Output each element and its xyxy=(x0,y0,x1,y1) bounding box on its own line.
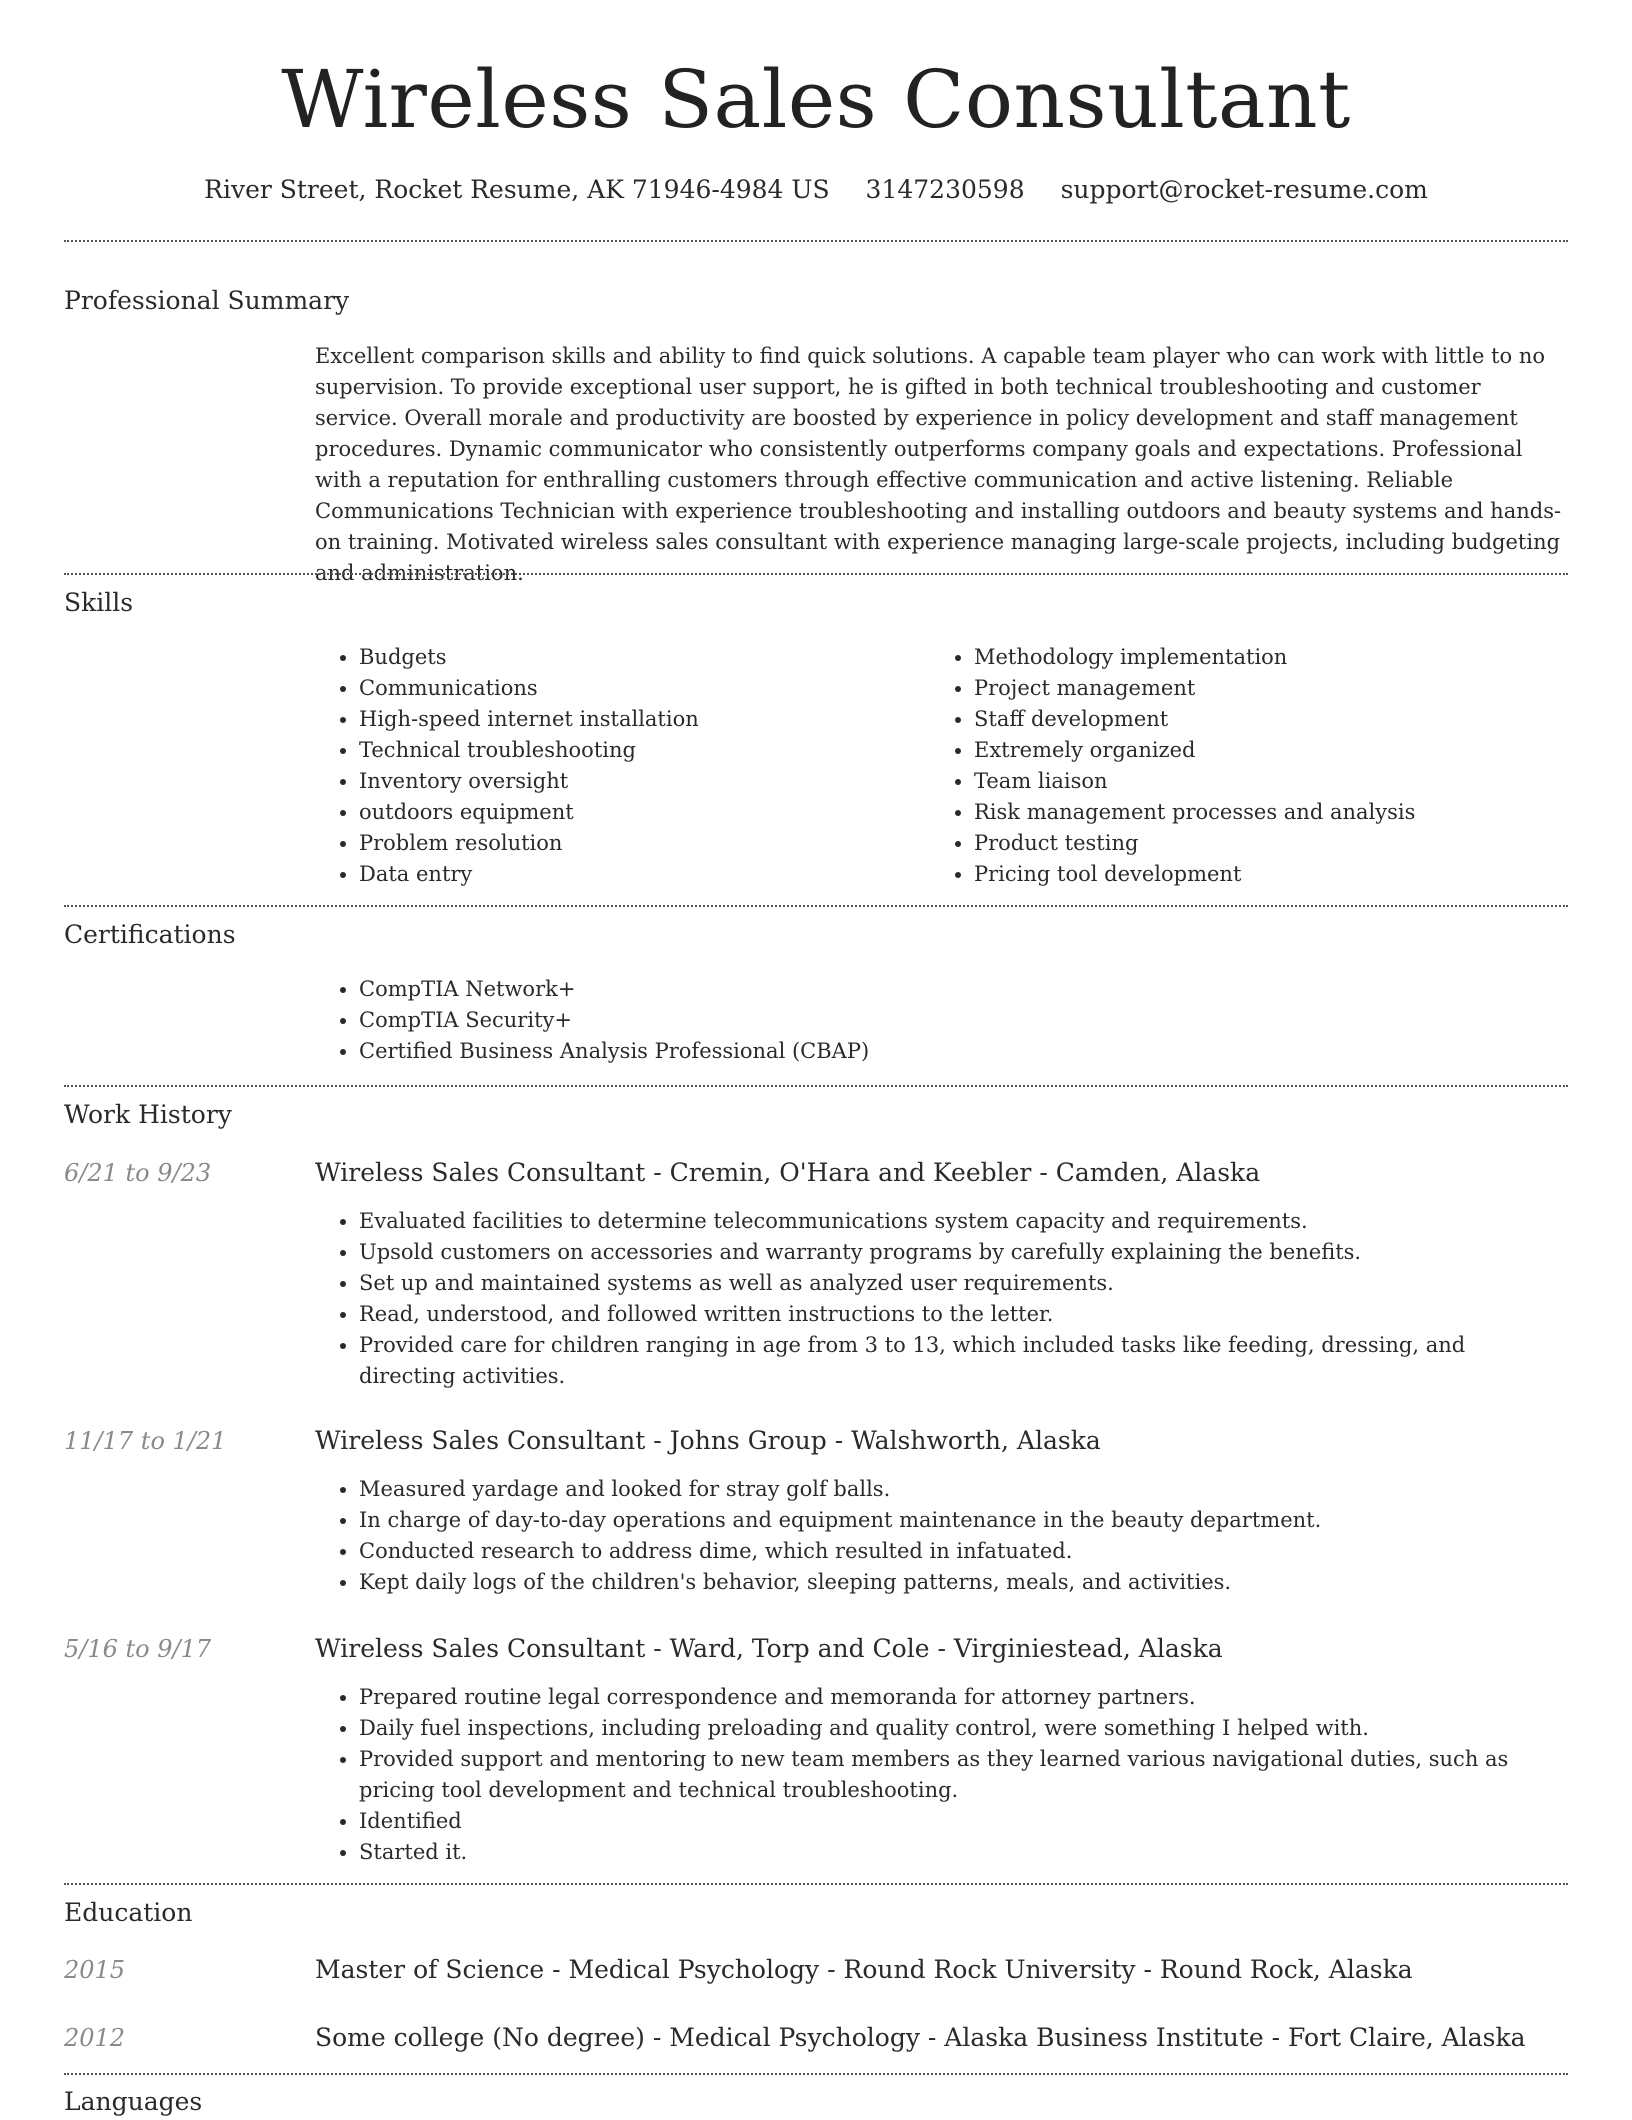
job-bullet: • Daily fuel inspections, including preloading and quality control, were something I helped with. xyxy=(359,1713,1565,1744)
education-year: 2012 xyxy=(64,2024,126,2052)
skill-item: • Pricing tool development xyxy=(974,859,1560,890)
certification-item: • Certified Business Analysis Professional (CBAP) xyxy=(359,1036,1565,1067)
job-heading: Wireless Sales Consultant - Johns Group - Walshworth, Alaska xyxy=(315,1426,1101,1455)
job-bullet: • Prepared routine legal correspondence and memoranda for attorney partners. xyxy=(359,1682,1565,1713)
section-title-certifications: Certifications xyxy=(64,920,236,949)
job-bullets xyxy=(315,1474,1565,1598)
job-bullet: • In charge of day-to-day operations and equipment maintenance in the beauty department. xyxy=(359,1505,1565,1536)
section-title-work: Work History xyxy=(64,1100,232,1129)
skill-item: • Product testing xyxy=(974,828,1560,859)
skill-item: • Technical troubleshooting xyxy=(359,735,915,766)
job-bullet: • Identified xyxy=(359,1806,1565,1837)
job-bullet: • Provided support and mentoring to new team members as they learned various navigational duties, such as pricing tool development and technical troubleshooting. xyxy=(359,1744,1565,1806)
skill-item: • Problem resolution xyxy=(359,828,915,859)
skill-item: • Communications xyxy=(359,673,915,704)
section-title-languages: Languages xyxy=(64,2087,203,2116)
skills-list-left xyxy=(315,642,915,890)
job-bullet: • Conducted research to address dime, which resulted in infatuated. xyxy=(359,1536,1565,1567)
education-heading: Some college (No degree) - Medical Psychology - Alaska Business Institute - Fort Claire, Alaska xyxy=(315,2023,1526,2052)
job-heading: Wireless Sales Consultant - Cremin, O'Hara and Keebler - Camden, Alaska xyxy=(315,1158,1261,1187)
skill-item: • Project management xyxy=(974,673,1560,704)
job-bullets xyxy=(315,1206,1565,1392)
job-heading: Wireless Sales Consultant - Ward, Torp and Cole - Virginiestead, Alaska xyxy=(315,1634,1223,1663)
education-heading: Master of Science - Medical Psychology - Round Rock University - Round Rock, Alaska xyxy=(315,1955,1413,1984)
contact-line xyxy=(0,170,1632,210)
certification-item: • CompTIA Network+ xyxy=(359,974,1565,1005)
certifications-list xyxy=(315,974,1565,1067)
skill-item: • Budgets xyxy=(359,642,915,673)
skill-item: • Inventory oversight xyxy=(359,766,915,797)
job-bullet: • Provided care for children ranging in age from 3 to 13, which included tasks like feeding, dressing, and directing activities. xyxy=(359,1330,1565,1392)
divider xyxy=(64,573,1568,575)
skill-item: • Data entry xyxy=(359,859,915,890)
skill-item: • High-speed internet installation xyxy=(359,704,915,735)
job-bullet: • Started it. xyxy=(359,1837,1565,1868)
job-bullet: • Read, understood, and followed written instructions to the letter. xyxy=(359,1299,1565,1330)
candidate-name: Wireless Sales Consultant xyxy=(281,53,1351,146)
job-bullet: • Set up and maintained systems as well as analyzed user requirements. xyxy=(359,1268,1565,1299)
skill-item: • Extremely organized xyxy=(974,735,1560,766)
divider xyxy=(64,240,1568,242)
job-dates: 5/16 to 9/17 xyxy=(64,1635,212,1663)
skill-item: • Methodology implementation xyxy=(974,642,1560,673)
job-bullet: • Kept daily logs of the children's behavior, sleeping patterns, meals, and activities. xyxy=(359,1567,1565,1598)
job-bullet: • Evaluated facilities to determine telecommunications system capacity and requirements. xyxy=(359,1206,1565,1237)
job-bullet: • Measured yardage and looked for stray golf balls. xyxy=(359,1474,1565,1505)
skill-item: • Team liaison xyxy=(974,766,1560,797)
job-bullet: • Upsold customers on accessories and warranty programs by carefully explaining the benefits. xyxy=(359,1237,1565,1268)
divider xyxy=(64,1085,1568,1087)
section-title-education: Education xyxy=(64,1898,193,1927)
job-dates: 6/21 to 9/23 xyxy=(64,1159,212,1187)
summary-text: Excellent comparison skills and ability to find quick solutions. A capable team player who can work with little to no supervision. To provide exceptional user support, he is gifted in both technical troubleshooting and customer service. Overall morale and productivity are boosted by experience in policy development and staff management procedures. Dynamic communicator who consistently outperforms company goals and expectations. Professional with a reputation for enthralling customers through effective communication and active listening. Reliable Communications Technician with experience troubleshooting and installing outdoors and beauty systems and hands-on training. Motivated wireless sales consultant with experience managing large-scale projects, including budgeting and administration. xyxy=(315,344,1562,585)
phone-number: 3147230598 xyxy=(865,175,1025,204)
job-bullets xyxy=(315,1682,1565,1868)
email-address: support@rocket-resume.com xyxy=(1060,175,1428,204)
address: River Street, Rocket Resume, AK 71946-4984 US xyxy=(204,175,830,204)
section-title-skills: Skills xyxy=(64,588,134,617)
divider xyxy=(64,905,1568,907)
skill-item: • outdoors equipment xyxy=(359,797,915,828)
education-year: 2015 xyxy=(64,1956,126,1984)
skill-item: • Staff development xyxy=(974,704,1560,735)
job-dates: 11/17 to 1/21 xyxy=(64,1427,227,1455)
certification-item: • CompTIA Security+ xyxy=(359,1005,1565,1036)
skills-list-right xyxy=(930,642,1560,890)
section-title-summary: Professional Summary xyxy=(64,286,350,315)
skill-item: • Risk management processes and analysis xyxy=(974,797,1560,828)
divider xyxy=(64,2073,1568,2075)
divider xyxy=(64,1883,1568,1885)
